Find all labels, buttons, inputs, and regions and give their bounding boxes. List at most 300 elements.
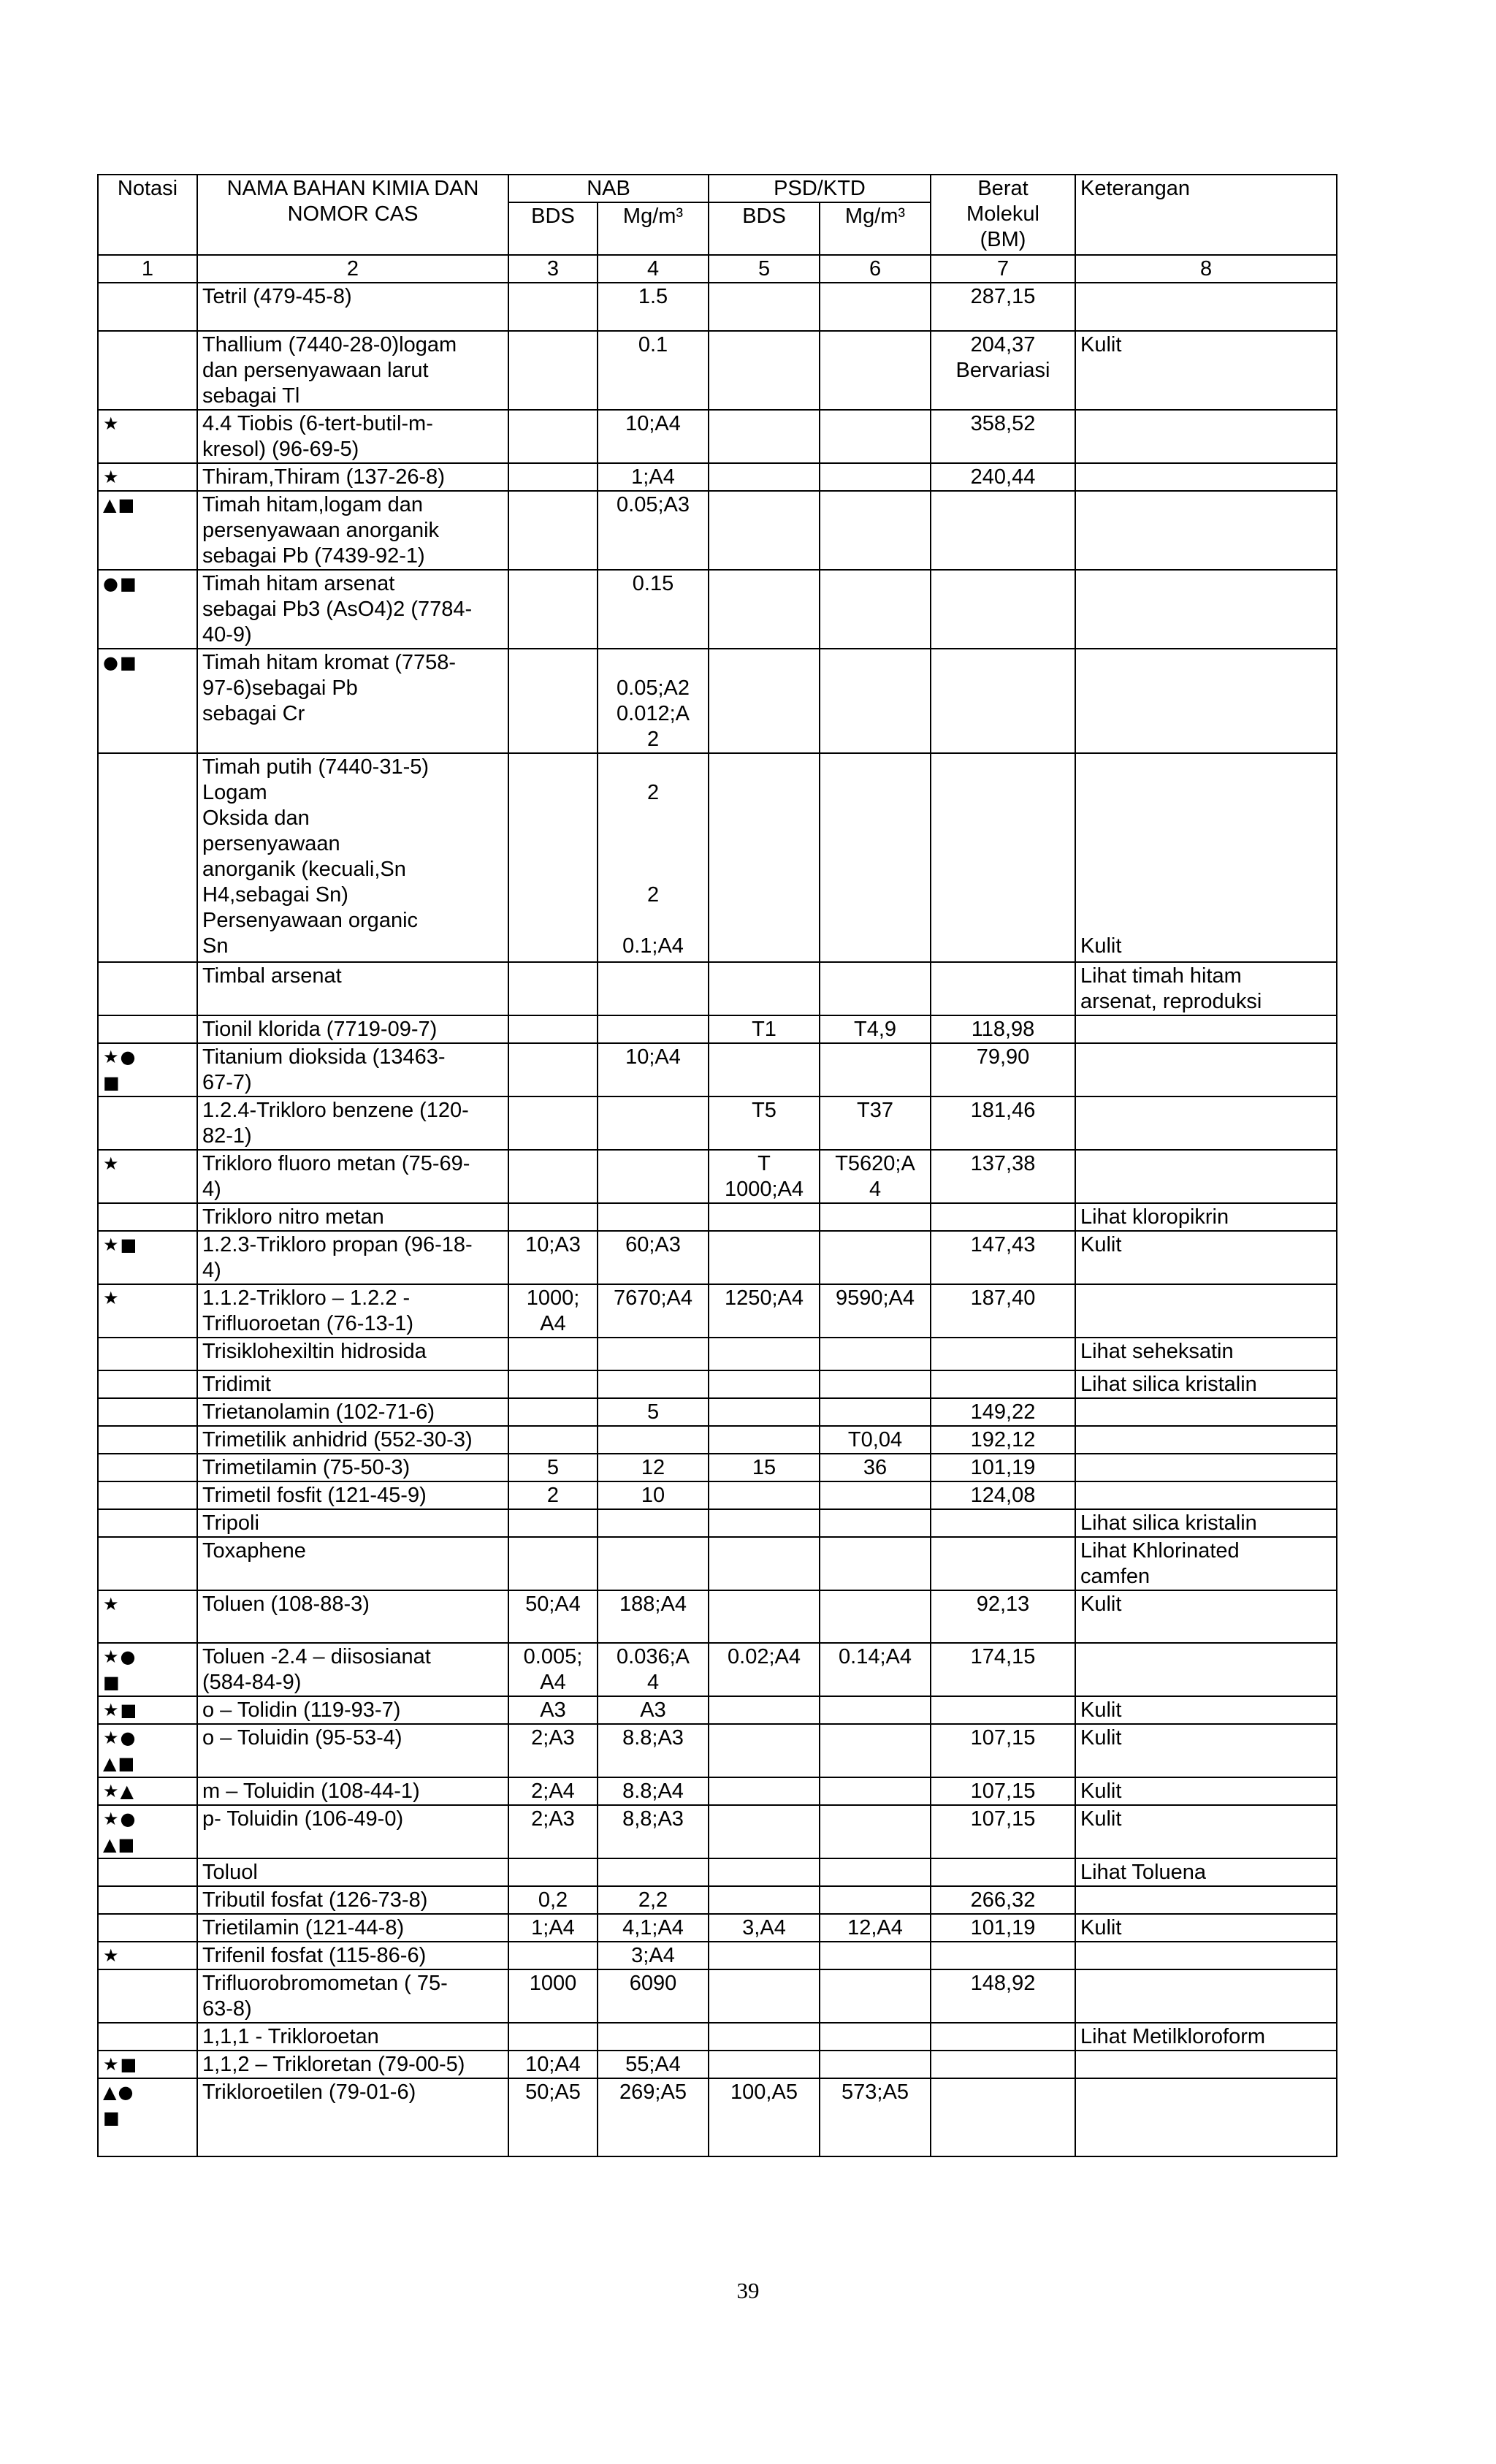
nab-mg-cell: 0.05;A2 0.012;A 2 xyxy=(598,649,709,753)
nab-bds-cell xyxy=(508,283,598,331)
nab-mg-cell: 10;A4 xyxy=(598,410,709,463)
table-row xyxy=(98,2051,1337,2078)
notasi-cell xyxy=(98,1858,197,1886)
chemical-name-cell: Tripoli xyxy=(197,1509,508,1537)
psd-bds-cell xyxy=(709,463,820,491)
notasi-cell: ★● ▲■ xyxy=(98,1724,197,1777)
psd-bds-cell xyxy=(709,1805,820,1858)
psd-mg-cell: 9590;A4 xyxy=(820,1284,931,1338)
nab-mg-cell: 7670;A4 xyxy=(598,1284,709,1338)
table-row xyxy=(98,1150,1337,1203)
molecular-weight-cell: 101,19 xyxy=(931,1914,1075,1942)
molecular-weight-cell xyxy=(931,1203,1075,1231)
psd-mg-cell xyxy=(820,1398,931,1426)
nab-mg-cell: 269;A5 xyxy=(598,2078,709,2156)
keterangan-cell: Lihat kloropikrin xyxy=(1075,1203,1337,1231)
notasi-cell xyxy=(98,1015,197,1043)
psd-bds-cell xyxy=(709,649,820,753)
table-row xyxy=(98,410,1337,463)
nab-mg-cell: 3;A4 xyxy=(598,1942,709,1969)
nab-mg-cell: 0.05;A3 xyxy=(598,491,709,570)
psd-mg-cell xyxy=(820,1858,931,1886)
psd-mg-cell: 36 xyxy=(820,1454,931,1481)
nab-mg-cell: 8.8;A4 xyxy=(598,1777,709,1805)
table-row xyxy=(98,1509,1337,1537)
table-row xyxy=(98,1043,1337,1096)
header-nab-mg: Mg/m³ xyxy=(598,202,709,255)
header-psd: PSD/KTD xyxy=(709,175,931,202)
nab-mg-cell xyxy=(598,1338,709,1370)
molecular-weight-cell: 79,90 xyxy=(931,1043,1075,1096)
table-row xyxy=(98,1284,1337,1338)
molecular-weight-cell xyxy=(931,2078,1075,2156)
table-row xyxy=(98,1724,1337,1777)
nab-bds-cell xyxy=(508,1537,598,1590)
table-row xyxy=(98,1231,1337,1284)
chemical-name-cell: Tionil klorida (7719-09-7) xyxy=(197,1015,508,1043)
chemical-name-cell: p- Toluidin (106-49-0) xyxy=(197,1805,508,1858)
molecular-weight-cell: 118,98 xyxy=(931,1015,1075,1043)
chemical-name-cell: Tridimit xyxy=(197,1370,508,1398)
notasi-cell: ★▲ xyxy=(98,1777,197,1805)
chemical-name-cell: Tributil fosfat (126-73-8) xyxy=(197,1886,508,1914)
header-berat: Berat Molekul (BM) xyxy=(931,175,1075,255)
keterangan-cell: Lihat timah hitam arsenat, reproduksi xyxy=(1075,962,1337,1015)
table-row xyxy=(98,1805,1337,1858)
psd-mg-cell xyxy=(820,283,931,331)
chemical-name-cell: Trikloro nitro metan xyxy=(197,1203,508,1231)
chemical-name-cell: o – Tolidin (119-93-7) xyxy=(197,1696,508,1724)
column-index: 1 xyxy=(98,255,197,283)
nab-bds-cell xyxy=(508,1509,598,1537)
psd-mg-cell xyxy=(820,1696,931,1724)
notasi-cell: ★● ▲■ xyxy=(98,1805,197,1858)
table-row xyxy=(98,2078,1337,2156)
psd-mg-cell: T0,04 xyxy=(820,1426,931,1454)
keterangan-cell: Kulit xyxy=(1075,753,1337,962)
molecular-weight-cell xyxy=(931,753,1075,962)
chemical-name-cell: Trietanolamin (102-71-6) xyxy=(197,1398,508,1426)
chemical-name-cell: Toluol xyxy=(197,1858,508,1886)
column-index: 2 xyxy=(197,255,508,283)
notasi-cell xyxy=(98,1481,197,1509)
psd-bds-cell: 0.02;A4 xyxy=(709,1643,820,1696)
nab-mg-cell: 2 2 0.1;A4 xyxy=(598,753,709,962)
table-row xyxy=(98,1398,1337,1426)
keterangan-cell xyxy=(1075,463,1337,491)
keterangan-cell xyxy=(1075,1886,1337,1914)
psd-bds-cell: 1250;A4 xyxy=(709,1284,820,1338)
notasi-cell xyxy=(98,1969,197,2023)
psd-mg-cell: T5620;A 4 xyxy=(820,1150,931,1203)
nab-mg-cell: 0.036;A 4 xyxy=(598,1643,709,1696)
molecular-weight-cell: 107,15 xyxy=(931,1724,1075,1777)
nab-mg-cell: 0.1 xyxy=(598,331,709,410)
psd-mg-cell: T37 xyxy=(820,1096,931,1150)
table-row xyxy=(98,1696,1337,1724)
chemical-name-cell: Trifenil fosfat (115-86-6) xyxy=(197,1942,508,1969)
molecular-weight-cell xyxy=(931,1942,1075,1969)
notasi-cell: ★■ xyxy=(98,2051,197,2078)
nab-bds-cell: 50;A4 xyxy=(508,1590,598,1643)
notasi-cell xyxy=(98,283,197,331)
notasi-cell xyxy=(98,962,197,1015)
chemical-name-cell: Timah hitam kromat (7758- 97-6)sebagai Pb sebagai Cr xyxy=(197,649,508,753)
psd-mg-cell xyxy=(820,331,931,410)
nab-mg-cell xyxy=(598,1150,709,1203)
header-notasi: Notasi xyxy=(98,175,197,255)
nab-mg-cell: 4,1;A4 xyxy=(598,1914,709,1942)
psd-mg-cell xyxy=(820,1338,931,1370)
psd-mg-cell xyxy=(820,463,931,491)
nab-mg-cell xyxy=(598,1537,709,1590)
chemical-name-cell: Toluen -2.4 – diisosianat (584-84-9) xyxy=(197,1643,508,1696)
table-row xyxy=(98,2023,1337,2051)
chemical-name-cell: Trisiklohexiltin hidrosida xyxy=(197,1338,508,1370)
psd-bds-cell xyxy=(709,1590,820,1643)
chemical-name-cell: 1.2.4-Trikloro benzene (120- 82-1) xyxy=(197,1096,508,1150)
psd-mg-cell xyxy=(820,1537,931,1590)
molecular-weight-cell xyxy=(931,491,1075,570)
keterangan-cell: Lihat Khlorinated camfen xyxy=(1075,1537,1337,1590)
nab-mg-cell: 8.8;A3 xyxy=(598,1724,709,1777)
page-number: 39 xyxy=(736,2278,760,2303)
notasi-cell: ★■ xyxy=(98,1696,197,1724)
table-row xyxy=(98,649,1337,753)
psd-bds-cell xyxy=(709,2023,820,2051)
nab-mg-cell: 1.5 xyxy=(598,283,709,331)
header-psd-bds: BDS xyxy=(709,202,820,255)
molecular-weight-cell: 148,92 xyxy=(931,1969,1075,2023)
psd-mg-cell xyxy=(820,491,931,570)
nab-bds-cell xyxy=(508,1203,598,1231)
notasi-cell xyxy=(98,1398,197,1426)
psd-bds-cell xyxy=(709,491,820,570)
header-row-top xyxy=(98,175,1337,202)
molecular-weight-cell: 181,46 xyxy=(931,1096,1075,1150)
psd-mg-cell xyxy=(820,1509,931,1537)
nab-bds-cell xyxy=(508,1942,598,1969)
nab-bds-cell xyxy=(508,570,598,649)
psd-mg-cell: T4,9 xyxy=(820,1015,931,1043)
table-row xyxy=(98,1426,1337,1454)
molecular-weight-cell xyxy=(931,1537,1075,1590)
keterangan-cell: Kulit xyxy=(1075,1777,1337,1805)
chemical-name-cell: Trimetilamin (75-50-3) xyxy=(197,1454,508,1481)
chemical-name-cell: 1,1,2 – Trikloretan (79-00-5) xyxy=(197,2051,508,2078)
psd-mg-cell xyxy=(820,570,931,649)
nab-mg-cell: 1;A4 xyxy=(598,463,709,491)
psd-mg-cell xyxy=(820,1724,931,1777)
nab-mg-cell: 12 xyxy=(598,1454,709,1481)
nab-mg-cell: A3 xyxy=(598,1696,709,1724)
keterangan-cell xyxy=(1075,1150,1337,1203)
table-row xyxy=(98,1454,1337,1481)
molecular-weight-cell xyxy=(931,1858,1075,1886)
notasi-cell xyxy=(98,1509,197,1537)
column-index: 8 xyxy=(1075,255,1337,283)
table-row xyxy=(98,1942,1337,1969)
nab-bds-cell xyxy=(508,649,598,753)
notasi-cell xyxy=(98,753,197,962)
nab-mg-cell xyxy=(598,2023,709,2051)
psd-mg-cell xyxy=(820,1043,931,1096)
psd-bds-cell xyxy=(709,1777,820,1805)
nab-bds-cell xyxy=(508,1150,598,1203)
psd-bds-cell xyxy=(709,1043,820,1096)
nab-mg-cell xyxy=(598,1096,709,1150)
table-row xyxy=(98,331,1337,410)
psd-mg-cell xyxy=(820,2023,931,2051)
psd-bds-cell: 15 xyxy=(709,1454,820,1481)
psd-mg-cell xyxy=(820,1370,931,1398)
nab-mg-cell: 8,8;A3 xyxy=(598,1805,709,1858)
table-row xyxy=(98,1338,1337,1370)
column-index-row xyxy=(98,255,1337,283)
nab-bds-cell: 1;A4 xyxy=(508,1914,598,1942)
nab-bds-cell: 1000 xyxy=(508,1969,598,2023)
psd-mg-cell xyxy=(820,1805,931,1858)
chemical-name-cell: Thiram,Thiram (137-26-8) xyxy=(197,463,508,491)
nab-mg-cell: 6090 xyxy=(598,1969,709,2023)
psd-bds-cell xyxy=(709,1481,820,1509)
psd-bds-cell: T5 xyxy=(709,1096,820,1150)
molecular-weight-cell: 287,15 xyxy=(931,283,1075,331)
notasi-cell: ★ xyxy=(98,463,197,491)
molecular-weight-cell: 187,40 xyxy=(931,1284,1075,1338)
chemical-name-cell: Trikloro fluoro metan (75-69- 4) xyxy=(197,1150,508,1203)
chemical-name-cell: Trifluorobromometan ( 75- 63-8) xyxy=(197,1969,508,2023)
psd-bds-cell xyxy=(709,2051,820,2078)
molecular-weight-cell: 107,15 xyxy=(931,1777,1075,1805)
chemical-name-cell: Trikloroetilen (79-01-6) xyxy=(197,2078,508,2156)
nab-bds-cell: 5 xyxy=(508,1454,598,1481)
psd-bds-cell xyxy=(709,962,820,1015)
chemical-name-cell: Titanium dioksida (13463- 67-7) xyxy=(197,1043,508,1096)
nab-bds-cell xyxy=(508,2023,598,2051)
keterangan-cell xyxy=(1075,1643,1337,1696)
chemical-name-cell: Timbal arsenat xyxy=(197,962,508,1015)
header-keterangan: Keterangan xyxy=(1075,175,1337,255)
keterangan-cell: Lihat silica kristalin xyxy=(1075,1509,1337,1537)
notasi-cell: ▲■ xyxy=(98,491,197,570)
notasi-cell: ★● ■ xyxy=(98,1643,197,1696)
nab-mg-cell: 0.15 xyxy=(598,570,709,649)
nab-bds-cell xyxy=(508,1338,598,1370)
psd-bds-cell xyxy=(709,1426,820,1454)
psd-bds-cell xyxy=(709,1509,820,1537)
keterangan-cell: Kulit xyxy=(1075,1590,1337,1643)
table-row xyxy=(98,463,1337,491)
molecular-weight-cell: 204,37 Bervariasi xyxy=(931,331,1075,410)
psd-mg-cell xyxy=(820,410,931,463)
psd-mg-cell xyxy=(820,1886,931,1914)
molecular-weight-cell: 266,32 xyxy=(931,1886,1075,1914)
chemical-name-cell: 1,1,1 - Trikloroetan xyxy=(197,2023,508,2051)
notasi-cell xyxy=(98,331,197,410)
molecular-weight-cell xyxy=(931,1696,1075,1724)
psd-bds-cell xyxy=(709,1886,820,1914)
psd-bds-cell xyxy=(709,1338,820,1370)
notasi-cell: ●■ xyxy=(98,649,197,753)
psd-mg-cell xyxy=(820,1777,931,1805)
keterangan-cell: Kulit xyxy=(1075,331,1337,410)
psd-mg-cell xyxy=(820,1969,931,2023)
nab-bds-cell: 1000; A4 xyxy=(508,1284,598,1338)
chemical-name-cell: Toxaphene xyxy=(197,1537,508,1590)
table-row xyxy=(98,1590,1337,1643)
table-row xyxy=(98,1969,1337,2023)
molecular-weight-cell xyxy=(931,2023,1075,2051)
nab-bds-cell: 50;A5 xyxy=(508,2078,598,2156)
nab-bds-cell xyxy=(508,1858,598,1886)
keterangan-cell xyxy=(1075,1426,1337,1454)
nab-mg-cell: 55;A4 xyxy=(598,2051,709,2078)
keterangan-cell xyxy=(1075,1043,1337,1096)
keterangan-cell xyxy=(1075,1969,1337,2023)
nab-mg-cell xyxy=(598,1509,709,1537)
nab-bds-cell: 2 xyxy=(508,1481,598,1509)
chemical-name-cell: Timah putih (7440-31-5) Logam Oksida dan persenyawaan anorganik (kecuali,Sn H4,sebagai Sn) Persenyawaan organic Sn xyxy=(197,753,508,962)
psd-mg-cell xyxy=(820,753,931,962)
psd-mg-cell: 12,A4 xyxy=(820,1914,931,1942)
molecular-weight-cell: 92,13 xyxy=(931,1590,1075,1643)
notasi-cell: ★ xyxy=(98,1284,197,1338)
nab-bds-cell: 2;A3 xyxy=(508,1724,598,1777)
psd-bds-cell xyxy=(709,1696,820,1724)
notasi-cell xyxy=(98,2023,197,2051)
header-psd-mg: Mg/m³ xyxy=(820,202,931,255)
nab-bds-cell: 10;A3 xyxy=(508,1231,598,1284)
keterangan-cell xyxy=(1075,2051,1337,2078)
psd-bds-cell: 100,A5 xyxy=(709,2078,820,2156)
column-index: 4 xyxy=(598,255,709,283)
psd-mg-cell: 573;A5 xyxy=(820,2078,931,2156)
nab-bds-cell xyxy=(508,410,598,463)
psd-bds-cell xyxy=(709,1537,820,1590)
psd-bds-cell xyxy=(709,570,820,649)
nab-mg-cell: 188;A4 xyxy=(598,1590,709,1643)
table-row xyxy=(98,1886,1337,1914)
header-nab-bds: BDS xyxy=(508,202,598,255)
keterangan-cell: Kulit xyxy=(1075,1696,1337,1724)
notasi-cell: ★ xyxy=(98,410,197,463)
notasi-cell: ★ xyxy=(98,1942,197,1969)
psd-mg-cell xyxy=(820,2051,931,2078)
notasi-cell: ★ xyxy=(98,1590,197,1643)
psd-bds-cell xyxy=(709,1370,820,1398)
notasi-cell: ★ xyxy=(98,1150,197,1203)
nab-bds-cell: 2;A3 xyxy=(508,1805,598,1858)
nab-mg-cell: 60;A3 xyxy=(598,1231,709,1284)
keterangan-cell: Lihat Metilkloroform xyxy=(1075,2023,1337,2051)
nab-bds-cell: 0.005; A4 xyxy=(508,1643,598,1696)
table-body xyxy=(98,283,1337,2156)
psd-bds-cell xyxy=(709,1942,820,1969)
table-row xyxy=(98,570,1337,649)
molecular-weight-cell: 174,15 xyxy=(931,1643,1075,1696)
notasi-cell xyxy=(98,1454,197,1481)
keterangan-cell xyxy=(1075,410,1337,463)
nab-bds-cell: 10;A4 xyxy=(508,2051,598,2078)
nab-mg-cell: 10 xyxy=(598,1481,709,1509)
notasi-cell xyxy=(98,1096,197,1150)
nab-mg-cell xyxy=(598,1370,709,1398)
notasi-cell: ★■ xyxy=(98,1231,197,1284)
notasi-cell xyxy=(98,1537,197,1590)
nab-mg-cell: 2,2 xyxy=(598,1886,709,1914)
chemical-name-cell: Timah hitam arsenat sebagai Pb3 (AsO4)2 (7784- 40-9) xyxy=(197,570,508,649)
chemical-name-cell: Toluen (108-88-3) xyxy=(197,1590,508,1643)
psd-mg-cell xyxy=(820,1481,931,1509)
molecular-weight-cell xyxy=(931,649,1075,753)
nab-bds-cell xyxy=(508,1015,598,1043)
psd-bds-cell xyxy=(709,283,820,331)
keterangan-cell xyxy=(1075,1096,1337,1150)
notasi-cell xyxy=(98,1370,197,1398)
chemical-name-cell: Trimetilik anhidrid (552-30-3) xyxy=(197,1426,508,1454)
chemical-table xyxy=(97,174,1337,2157)
chemical-name-cell: m – Toluidin (108-44-1) xyxy=(197,1777,508,1805)
chemical-name-cell: 1.1.2-Trikloro – 1.2.2 - Trifluoroetan (76-13-1) xyxy=(197,1284,508,1338)
table-row xyxy=(98,491,1337,570)
psd-bds-cell xyxy=(709,1398,820,1426)
psd-bds-cell: T 1000;A4 xyxy=(709,1150,820,1203)
psd-mg-cell xyxy=(820,1231,931,1284)
header-nama: NAMA BAHAN KIMIA DAN NOMOR CAS xyxy=(197,175,508,255)
keterangan-cell: Kulit xyxy=(1075,1914,1337,1942)
keterangan-cell xyxy=(1075,1284,1337,1338)
column-index: 3 xyxy=(508,255,598,283)
molecular-weight-cell xyxy=(931,962,1075,1015)
psd-bds-cell xyxy=(709,1858,820,1886)
chemical-name-cell: 4.4 Tiobis (6-tert-butil-m- kresol) (96-69-5) xyxy=(197,410,508,463)
keterangan-cell: Kulit xyxy=(1075,1805,1337,1858)
nab-bds-cell xyxy=(508,463,598,491)
notasi-cell xyxy=(98,1914,197,1942)
psd-mg-cell xyxy=(820,649,931,753)
table-row xyxy=(98,1777,1337,1805)
chemical-name-cell: Timah hitam,logam dan persenyawaan anorganik sebagai Pb (7439-92-1) xyxy=(197,491,508,570)
table-row xyxy=(98,283,1337,331)
chemical-name-cell: Tetril (479-45-8) xyxy=(197,283,508,331)
table-row xyxy=(98,1481,1337,1509)
notasi-cell xyxy=(98,1886,197,1914)
keterangan-cell: Lihat Toluena xyxy=(1075,1858,1337,1886)
column-index: 6 xyxy=(820,255,931,283)
nab-bds-cell xyxy=(508,331,598,410)
notasi-cell xyxy=(98,1426,197,1454)
notasi-cell: ▲● ■ xyxy=(98,2078,197,2156)
nab-bds-cell: A3 xyxy=(508,1696,598,1724)
psd-mg-cell: 0.14;A4 xyxy=(820,1643,931,1696)
molecular-weight-cell: 192,12 xyxy=(931,1426,1075,1454)
psd-mg-cell xyxy=(820,1203,931,1231)
molecular-weight-cell xyxy=(931,1509,1075,1537)
keterangan-cell xyxy=(1075,1398,1337,1426)
psd-bds-cell xyxy=(709,1969,820,2023)
nab-bds-cell xyxy=(508,1096,598,1150)
table-row xyxy=(98,1015,1337,1043)
psd-mg-cell xyxy=(820,962,931,1015)
nab-mg-cell xyxy=(598,1858,709,1886)
chemical-name-cell: Trimetil fosfit (121-45-9) xyxy=(197,1481,508,1509)
keterangan-cell: Kulit xyxy=(1075,1231,1337,1284)
nab-mg-cell xyxy=(598,1426,709,1454)
nab-mg-cell: 10;A4 xyxy=(598,1043,709,1096)
nab-bds-cell xyxy=(508,491,598,570)
keterangan-cell: Lihat silica kristalin xyxy=(1075,1370,1337,1398)
